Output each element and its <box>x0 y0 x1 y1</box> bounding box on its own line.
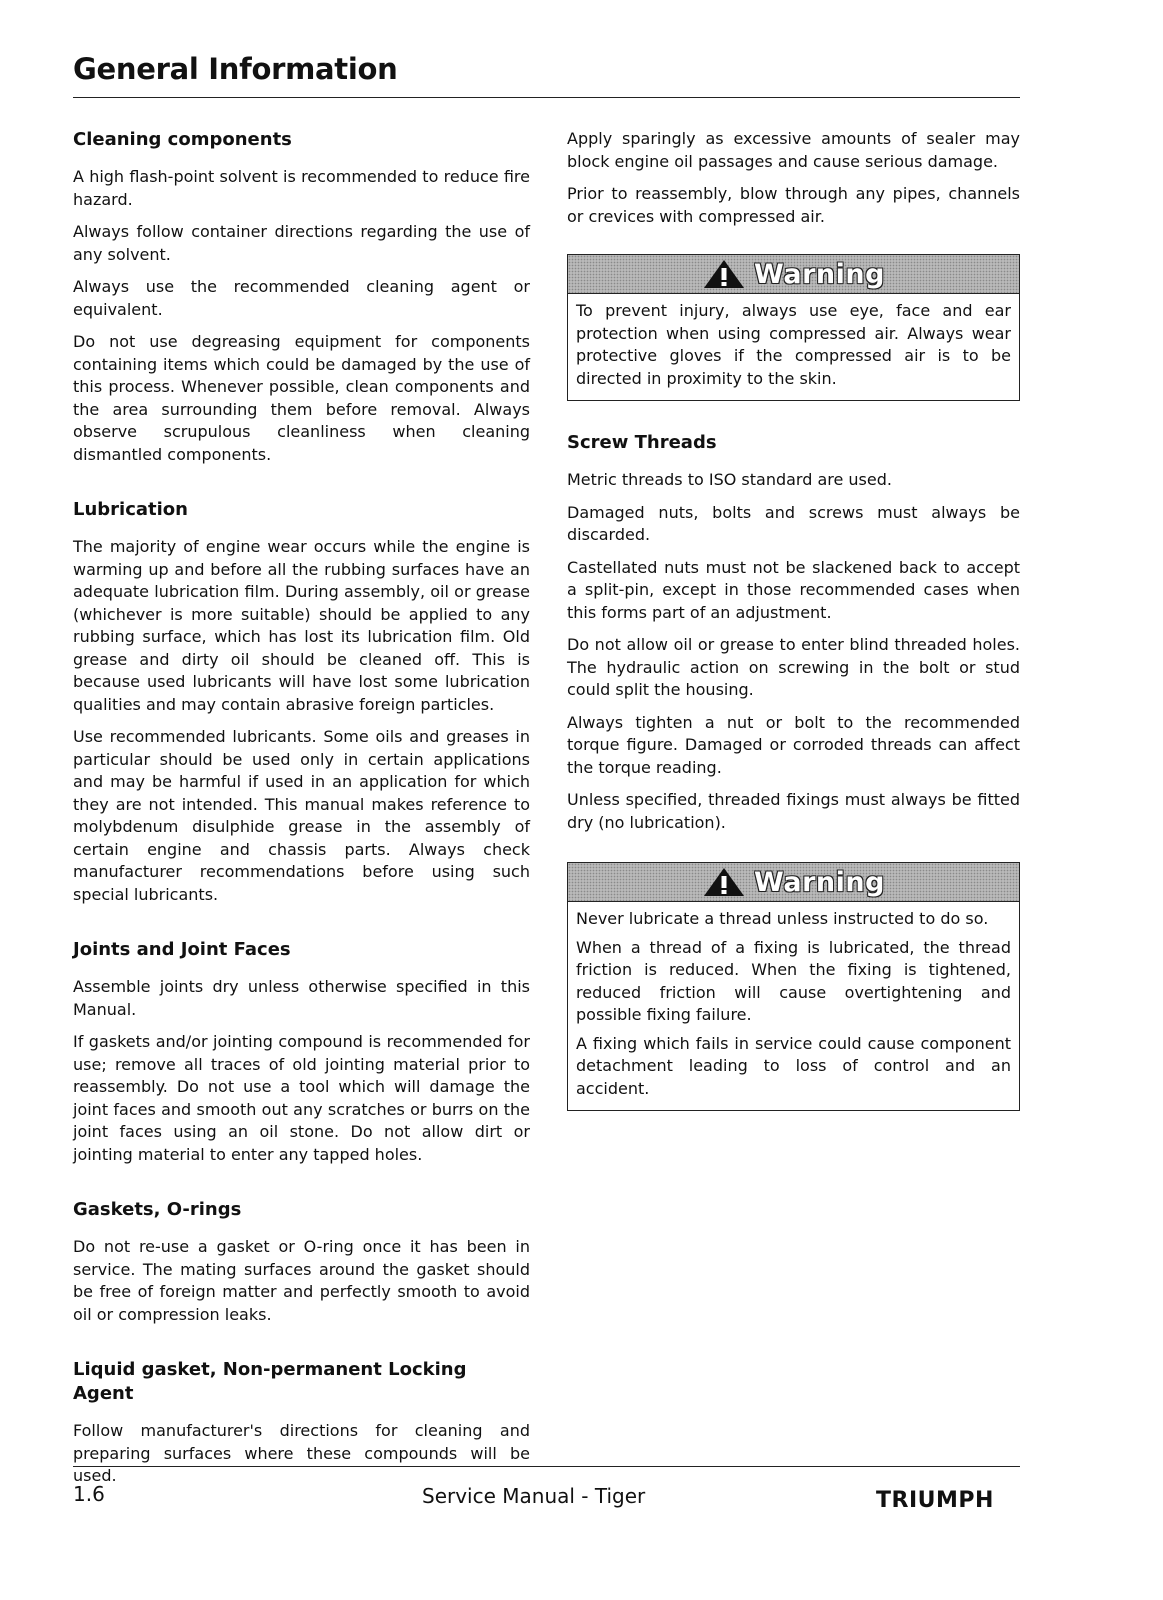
paragraph: Unless specified, threaded fixings must always be fitted dry (no lubrication). <box>567 790 1020 832</box>
section-joints <box>73 938 530 1166</box>
warning-body <box>568 902 1019 1110</box>
paragraph: Castellated nuts must not be slackened back to accept a split-pin, except in those recommended cases when this forms part of an adjustment. <box>567 557 1020 622</box>
section-heading: Cleaning components <box>73 129 292 150</box>
paragraph: Damaged nuts, bolts and screws must always be discarded. <box>567 502 1020 544</box>
section-cleaning-components <box>73 128 530 466</box>
paragraph: Do not re-use a gasket or O-ring once it has been in service. The mating surfaces around the gasket should be free of foreign matter and perfectly smooth to avoid oil or compression leaks. <box>73 1237 530 1324</box>
paragraph: Follow manufacturer's directions for cleaning and preparing surfaces where these compounds will be used. <box>73 1421 530 1485</box>
manual-title: Service Manual - Tiger <box>422 1484 646 1508</box>
paragraph: Do not allow oil or grease to enter blind threaded holes. The hydraulic action on screwing in the bolt or stud could split the housing. <box>567 635 1020 699</box>
paragraph: Prior to reassembly, blow through any pipes, channels or crevices with compressed air. <box>567 184 1020 226</box>
paragraph: Do not use degreasing equipment for components containing items which could be damaged by the use of this process. Whenever possible, clean components and the area surrounding them before removal. Always observe scrupulous cleanliness when cleaning dismantled components. <box>73 332 530 464</box>
warning-box-thread-lubrication <box>567 862 1020 1111</box>
paragraph: If gaskets and/or jointing compound is recommended for use; remove all traces of old jointing material prior to reassembly. Do not use a tool which will damage the joint faces and smooth out any scratches or burrs on the joint faces using an oil stone. Do not allow dirt or jointing material to enter any tapped holes. <box>73 1032 530 1164</box>
section-heading: Liquid gasket, Non-permanent Locking Agent <box>73 1359 467 1404</box>
paragraph: Always use the recommended cleaning agent or equivalent. <box>73 277 530 319</box>
warning-header <box>568 255 1019 294</box>
paragraph: Use recommended lubricants. Some oils and greases in particular should be used only in certain applications and may be harmful if used in an application for which they are not intended. This manual makes reference to molybdenum disulphide grease in the assembly of certain engine and chassis parts. Always check manufacturer recommendations before using such special lubricants. <box>73 727 530 904</box>
section-heading: Screw Threads <box>567 432 717 453</box>
warning-text: When a thread of a fixing is lubricated, the thread friction is reduced. When the fixing is tightened, reduced friction will cause overtightening and possible fixing failure. <box>576 937 1011 1024</box>
warning-box-compressed-air <box>567 254 1020 401</box>
paragraph: A high flash-point solvent is recommended to reduce fire hazard. <box>73 167 530 209</box>
section-heading: Lubrication <box>73 499 188 520</box>
section-heading: Joints and Joint Faces <box>73 939 291 960</box>
page-number: 1.6 <box>73 1482 105 1506</box>
triumph-logo: TRIUMPH <box>876 1488 994 1513</box>
left-column <box>73 128 530 1520</box>
section-lubrication <box>73 498 530 906</box>
paragraph: Apply sparingly as excessive amounts of sealer may block engine oil passages and cause serious damage. <box>567 129 1020 171</box>
header-rule <box>73 97 1020 98</box>
paragraph: Always tighten a nut or bolt to the recommended torque figure. Damaged or corroded threads can affect the torque reading. <box>567 712 1020 777</box>
page-title: General Information <box>73 52 398 86</box>
right-column <box>567 128 1020 1141</box>
warning-label: Warning <box>754 258 885 290</box>
warning-triangle-icon <box>702 258 746 290</box>
section-heading: Gaskets, O-rings <box>73 1199 242 1220</box>
warning-triangle-icon <box>702 866 746 898</box>
paragraph: Assemble joints dry unless otherwise specified in this Manual. <box>73 977 530 1019</box>
section-gaskets <box>73 1198 530 1326</box>
paragraph: The majority of engine wear occurs while the engine is warming up and before all the rubbing surfaces have an adequate lubrication film. During assembly, oil or grease (whichever is more suitable) should be applied to any rubbing surface, which has lost its lubrication film. Old grease and dirty oil should be cleaned off. This is because used lubricants will have lost some lubrication qualities and may contain abrasive foreign particles. <box>73 537 530 714</box>
warning-body <box>568 294 1019 400</box>
paragraph: Metric threads to ISO standard are used. <box>567 470 892 489</box>
section-screw-threads <box>567 431 1020 834</box>
footer-rule <box>73 1466 1020 1467</box>
warning-text: A fixing which fails in service could cause component detachment leading to loss of control and an accident. <box>576 1033 1011 1098</box>
paragraph: Always follow container directions regarding the use of any solvent. <box>73 222 530 264</box>
warning-text: To prevent injury, always use eye, face and ear protection when using compressed air. Always wear protective gloves if the compressed air is to be directed in proximity to the skin. <box>576 301 1011 388</box>
warning-text: Never lubricate a thread unless instructed to do so. <box>576 909 989 928</box>
section-liquid-gasket <box>73 1358 530 1488</box>
warning-header <box>568 863 1019 902</box>
warning-label: Warning <box>754 866 885 898</box>
